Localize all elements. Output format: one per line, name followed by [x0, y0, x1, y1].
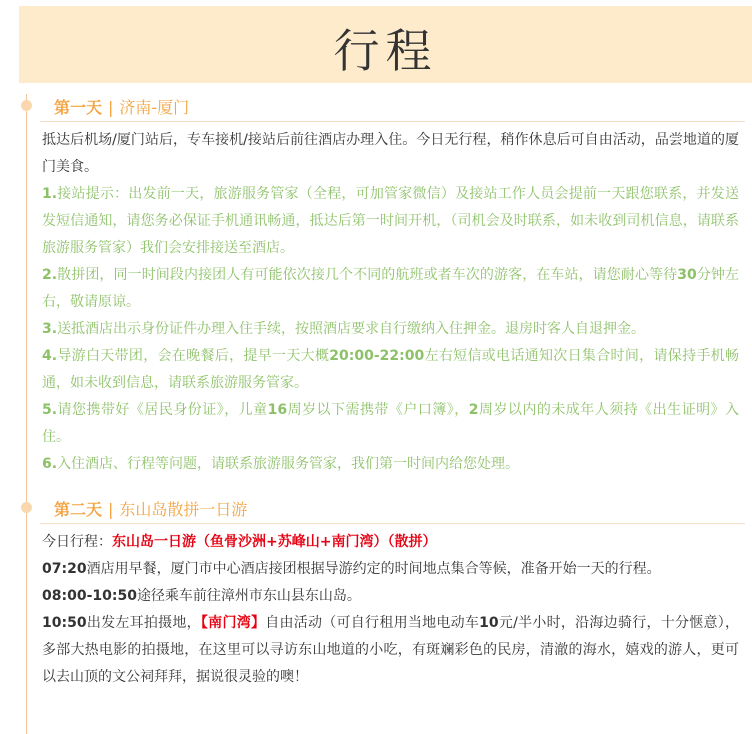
divider: [40, 523, 745, 524]
tip-item: 5.请您携带好《居民身份证》，儿童16周岁以下需携带《户口簿》，2周岁以内的未成年人须持《出生证明》入住。: [42, 402, 740, 445]
day-intro: 抵达后机场/厦门站后，专车接机/接站后前往酒店办理入住。今日无行程，稍作休息后可自由活动，品尝地道的厦门美食。: [42, 132, 739, 175]
today-itinerary: 今日行程：东山岛一日游（鱼骨沙洲+苏峰山+南门湾）（散拼）: [42, 534, 437, 550]
day-2-title: 第二天 | 东山岛散拼一日游: [54, 500, 248, 519]
schedule-item: 07:20酒店用早餐，厦门市中心酒店接团根据导游约定的时间地点集合等候，准备开始一天的行程。: [42, 561, 661, 577]
timeline-dot: [21, 100, 32, 111]
page-title: 行程: [333, 23, 438, 78]
day-route: 济南-厦门: [119, 98, 190, 117]
tip-item: 2.散拼团，同一时间段内接团人有可能依次接几个不同的航班或者车次的游客，在车站，请您耐心等待30分钟左右，敬请原谅。: [42, 267, 740, 310]
tip-item: 3.送抵酒店出示身份证件办理入住手续，按照酒店要求自行缴纳入住押金。退房时客人自退押金。: [42, 321, 646, 337]
divider: [40, 121, 745, 122]
tip-item: 6.入住酒店、行程等问题，请联系旅游服务管家，我们第一时间内给您处理。: [42, 456, 520, 472]
schedule-item: 10:50出发左耳拍摄地，【南门湾】自由活动（可自行租用当地电动车10元/半小时，沿海边骑行，十分惬意），多部大热电影的拍摄地，在这里可以寻访东山地道的小吃，有斑斓彩色的民房，清澈的海水，嬉戏的游人，更可以去山顶的文公祠拜拜，据说很灵验的噢！: [42, 615, 740, 685]
tip-item: 1.接站提示：出发前一天，旅游服务管家（全程，可加管家微信）及接站工作人员会提前一天跟您联系，并发送发短信通知，请您务必保证手机通讯畅通，抵达后第一时间开机，（司机会及时联系，如未收到司机信息，请联系旅游服务管家）我们会安排接送至酒店。: [42, 186, 739, 256]
day-label: 第一天: [54, 98, 103, 117]
day-2-content: [42, 529, 739, 691]
schedule-item: 08:00-10:50途径乘车前往漳州市东山县东山岛。: [42, 588, 361, 604]
timeline-dot: [21, 502, 32, 513]
tip-item: 4.导游白天带团，会在晚餐后，提早一天大概20:00-22:00左右短信或电话通知次日集合时间，请保持手机畅通，如未收到信息，请联系旅游服务管家。: [42, 348, 740, 391]
page-header: [19, 6, 752, 83]
day-label: 第二天: [54, 500, 103, 519]
day-route: 东山岛散拼一日游: [119, 500, 248, 519]
timeline-line: [26, 94, 27, 734]
day-1-content: [42, 127, 739, 478]
day-1-title: 第一天 | 济南-厦门: [54, 98, 190, 117]
